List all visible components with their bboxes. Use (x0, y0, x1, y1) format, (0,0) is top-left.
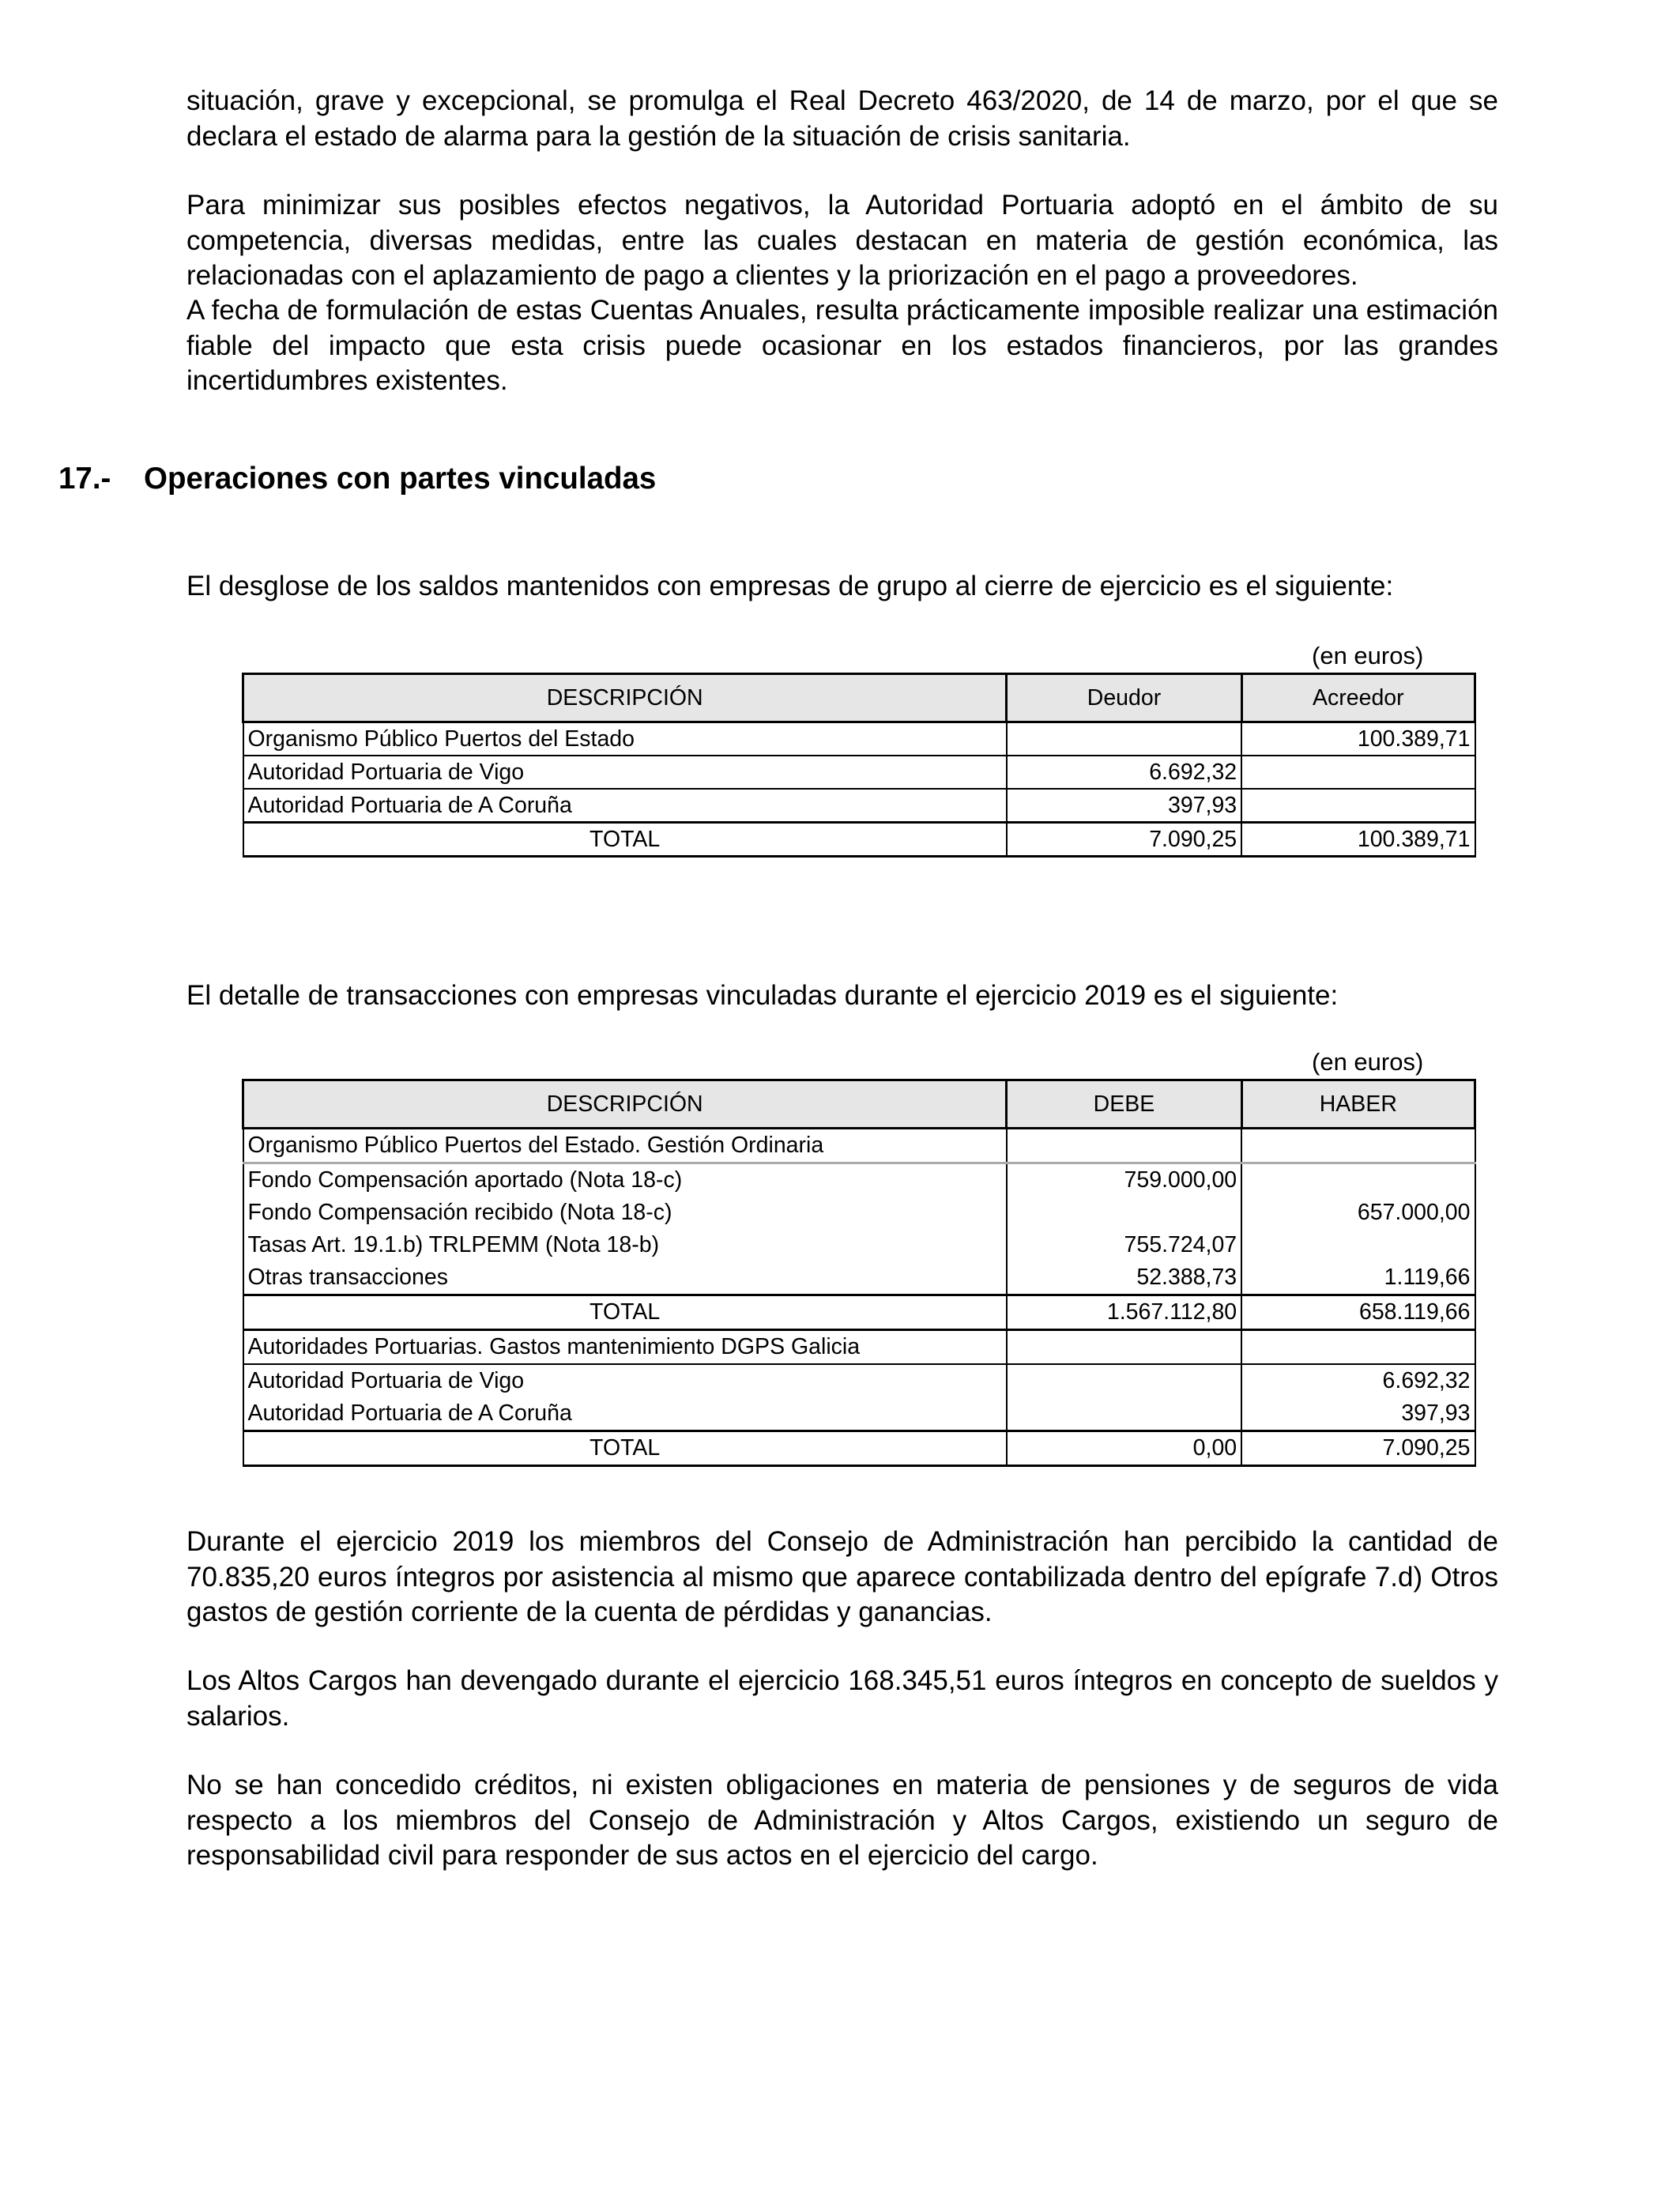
table2-unit: (en euros) (1312, 1048, 1424, 1076)
paragraph-medidas: Para minimizar sus posibles efectos negativos, la Autoridad Portuaria adoptó en el ámbito de su competencia, diversas medidas, entre las cuales destacan en materia de gestión económica, las relacionadas con el aplazamiento de pago a clientes y la priorización en el pago a proveedores. (186, 190, 1498, 291)
row-deudor: 397,93 (1007, 789, 1241, 823)
group-header-row (243, 1129, 1475, 1163)
total-deudor: 7.090,25 (1007, 823, 1241, 857)
table-row (243, 1229, 1475, 1261)
row-description: Tasas Art. 19.1.b) TRLPEMM (Nota 18-b) (243, 1229, 1007, 1261)
balances-table (242, 673, 1476, 858)
row-description: Organismo Público Puertos del Estado (243, 722, 1007, 756)
table-row (243, 1197, 1475, 1229)
row-debe (1007, 1397, 1241, 1431)
row-debe: 755.724,07 (1007, 1229, 1241, 1261)
table-row (243, 756, 1475, 789)
header-descripcion: DESCRIPCIÓN (243, 674, 1007, 722)
row-description: Fondo Compensación recibido (Nota 18-c) (243, 1197, 1007, 1229)
row-debe: 759.000,00 (1007, 1163, 1241, 1197)
table-row (243, 1397, 1475, 1431)
row-description: Otras transacciones (243, 1261, 1007, 1295)
table-total-row (243, 823, 1475, 857)
row-acreedor: 100.389,71 (1241, 722, 1475, 756)
row-debe (1007, 1364, 1241, 1397)
group-title: Organismo Público Puertos del Estado. Gestión Ordinaria (243, 1129, 1007, 1163)
section-title: Operaciones con partes vinculadas (144, 462, 657, 496)
row-description: Autoridad Portuaria de Vigo (243, 756, 1007, 789)
table1-intro: El desglose de los saldos mantenidos con empresas de grupo al cierre de ejercicio es el siguiente: (186, 571, 1394, 601)
table1-unit: (en euros) (1312, 642, 1424, 669)
table-header-row (243, 674, 1475, 722)
header-deudor: Deudor (1007, 674, 1241, 722)
paragraph-consejo: Durante el ejercicio 2019 los miembros del Consejo de Administración han percibido la cantidad de 70.835,20 euros íntegros por asistencia al mismo que aparece contabilizada dentro del epígrafe 7.d) Otros gastos de gestión corriente de la cuenta de pérdidas y ganancias. (186, 1526, 1498, 1627)
row-description: Fondo Compensación aportado (Nota 18-c) (243, 1163, 1007, 1197)
row-debe (1007, 1197, 1241, 1229)
section-heading (58, 460, 656, 498)
row-acreedor (1241, 756, 1475, 789)
total-haber: 658.119,66 (1241, 1295, 1475, 1330)
header-acreedor: Acreedor (1241, 674, 1475, 722)
group-title: Autoridades Portuarias. Gastos mantenimiento DGPS Galicia (243, 1330, 1007, 1365)
row-description: Autoridad Portuaria de A Coruña (243, 1397, 1007, 1431)
header-descripcion: DESCRIPCIÓN (243, 1080, 1007, 1129)
row-haber: 397,93 (1241, 1397, 1475, 1431)
row-description: Autoridad Portuaria de A Coruña (243, 789, 1007, 823)
section-number: 17.- (58, 462, 111, 496)
table-header-row (243, 1080, 1475, 1129)
paragraph-creditos: No se han concedido créditos, ni existen obligaciones en materia de pensiones y de seguros de vida respecto a los miembros del Consejo de Administración y Altos Cargos, existiendo un seguro de responsabilidad civil para responder de sus actos en el ejercicio del cargo. (186, 1770, 1498, 1871)
row-haber: 6.692,32 (1241, 1364, 1475, 1397)
total-acreedor: 100.389,71 (1241, 823, 1475, 857)
total-label: TOTAL (243, 1295, 1007, 1330)
total-debe: 1.567.112,80 (1007, 1295, 1241, 1330)
total-debe: 0,00 (1007, 1431, 1241, 1466)
row-haber: 1.119,66 (1241, 1261, 1475, 1295)
paragraph-incertidumbre: A fecha de formulación de estas Cuentas Anuales, resulta prácticamente imposible realizar una estimación fiable del impacto que esta crisis puede ocasionar en los estados financieros, por las grandes incertidumbres existentes. (186, 295, 1498, 396)
table-total-row (243, 1431, 1475, 1466)
total-haber: 7.090,25 (1241, 1431, 1475, 1466)
paragraph-altos-cargos: Los Altos Cargos han devengado durante el ejercicio 168.345,51 euros íntegros en concepto de sueldos y salarios. (186, 1665, 1498, 1732)
total-label: TOTAL (243, 823, 1007, 857)
table-row (243, 722, 1475, 756)
row-acreedor (1241, 789, 1475, 823)
header-haber: HABER (1241, 1080, 1475, 1129)
paragraph-estado-alarma: situación, grave y excepcional, se promulga el Real Decreto 463/2020, de 14 de marzo, por el que se declara el estado de alarma para la gestión de la situación de crisis sanitaria. (186, 85, 1498, 152)
table-row (243, 789, 1475, 823)
transactions-table (242, 1079, 1476, 1467)
table-row (243, 1261, 1475, 1295)
table-row (243, 1163, 1475, 1197)
header-debe: DEBE (1007, 1080, 1241, 1129)
table2-intro: El detalle de transacciones con empresas vinculadas durante el ejercicio 2019 es el siguiente: (186, 980, 1339, 1011)
row-haber: 657.000,00 (1241, 1197, 1475, 1229)
row-deudor: 6.692,32 (1007, 756, 1241, 789)
row-deudor (1007, 722, 1241, 756)
group-header-row (243, 1330, 1475, 1365)
total-label: TOTAL (243, 1431, 1007, 1466)
table-row (243, 1364, 1475, 1397)
row-haber (1241, 1229, 1475, 1261)
table-total-row (243, 1295, 1475, 1330)
row-haber (1241, 1163, 1475, 1197)
row-description: Autoridad Portuaria de Vigo (243, 1364, 1007, 1397)
row-debe: 52.388,73 (1007, 1261, 1241, 1295)
